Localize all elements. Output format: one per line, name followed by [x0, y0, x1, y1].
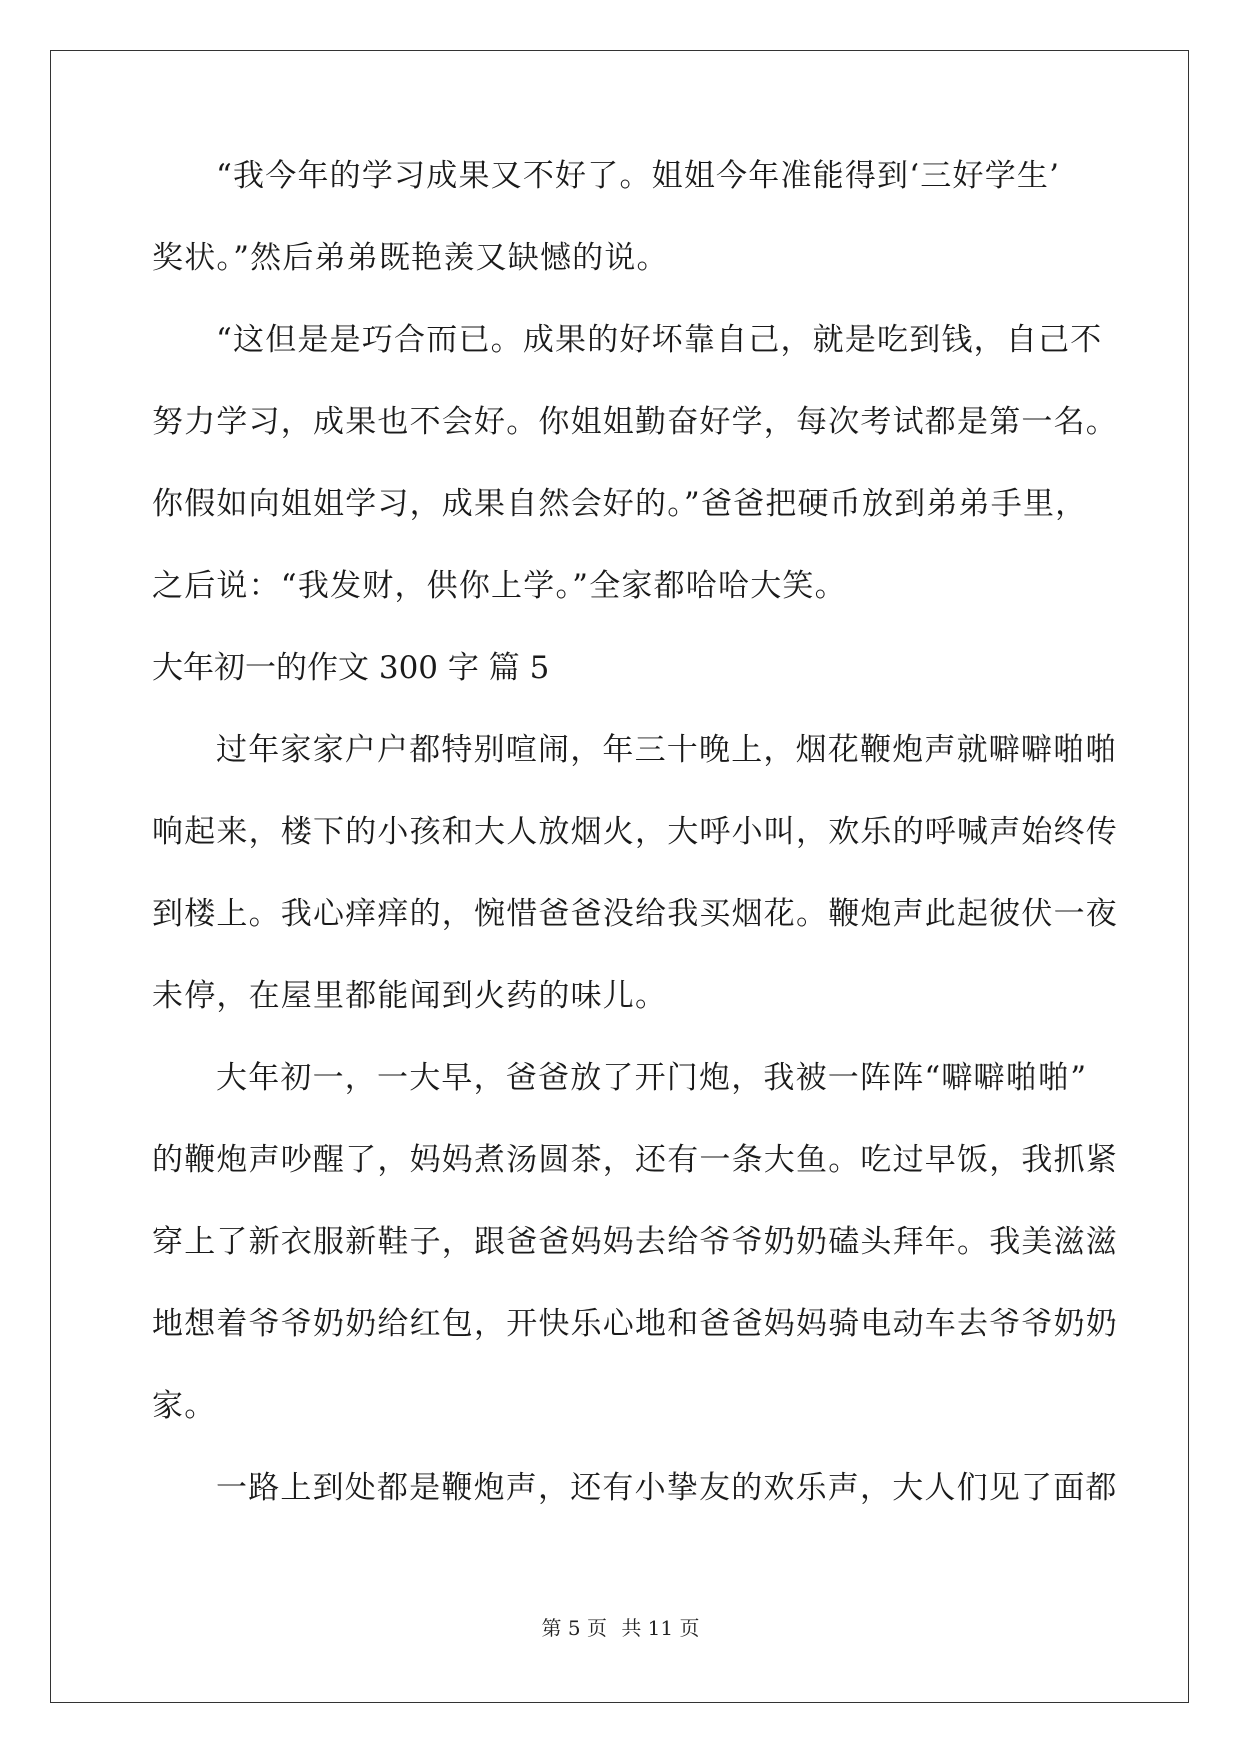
- text-line: 过年家家户户都特别喧闹，年三十晚上，烟花鞭炮声就噼噼啪啪: [216, 732, 1118, 768]
- text-line: 未停，在屋里都能闻到火药的味儿。: [152, 978, 668, 1014]
- text-line: 你假如向姐姐学习，成果自然会好的。”爸爸把硬币放到弟弟手里，: [152, 486, 1088, 522]
- document-body: [152, 154, 1118, 1548]
- text-line: 一路上到处都是鞭炮声，还有小挚友的欢乐声，大人们见了面都: [216, 1470, 1118, 1506]
- text-line: 穿上了新衣服新鞋子，跟爸爸妈妈去给爷爷奶奶磕头拜年。我美滋滋: [152, 1224, 1118, 1260]
- page-footer: [0, 1612, 1241, 1641]
- text-line: 的鞭炮声吵醒了，妈妈煮汤圆茶，还有一条大鱼。吃过早饭，我抓紧: [152, 1142, 1118, 1178]
- text-line: 地想着爷爷奶奶给红包，开快乐心地和爸爸妈妈骑电动车去爷爷奶奶: [152, 1306, 1118, 1342]
- text-line: 大年初一，一大早，爸爸放了开门炮，我被一阵阵“噼噼啪啪”: [216, 1060, 1088, 1096]
- text-line: 到楼上。我心痒痒的，惋惜爸爸没给我买烟花。鞭炮声此起彼伏一夜: [152, 896, 1118, 932]
- text-line: “这但是是巧合而已。成果的好坏靠自己，就是吃到钱，自己不: [216, 322, 1103, 358]
- text-line: 奖状。”然后弟弟既艳羡又缺憾的说。: [152, 240, 669, 276]
- text-line: 之后说：“我发财，供你上学。”全家都哈哈大笑。: [152, 568, 847, 604]
- text-line: “我今年的学习成果又不好了。姐姐今年准能得到‘三好学生’: [216, 158, 1061, 194]
- section-heading: 大年初一的作文 300 字 篇 5: [152, 650, 550, 686]
- page-total: 共 11 页: [621, 1616, 700, 1640]
- text-line: 响起来，楼下的小孩和大人放烟火，大呼小叫，欢乐的呼喊声始终传: [152, 814, 1118, 850]
- text-line: 家。: [152, 1388, 217, 1424]
- page-number: 第 5 页: [541, 1616, 607, 1640]
- text-line: 努力学习，成果也不会好。你姐姐勤奋好学，每次考试都是第一名。: [152, 404, 1118, 440]
